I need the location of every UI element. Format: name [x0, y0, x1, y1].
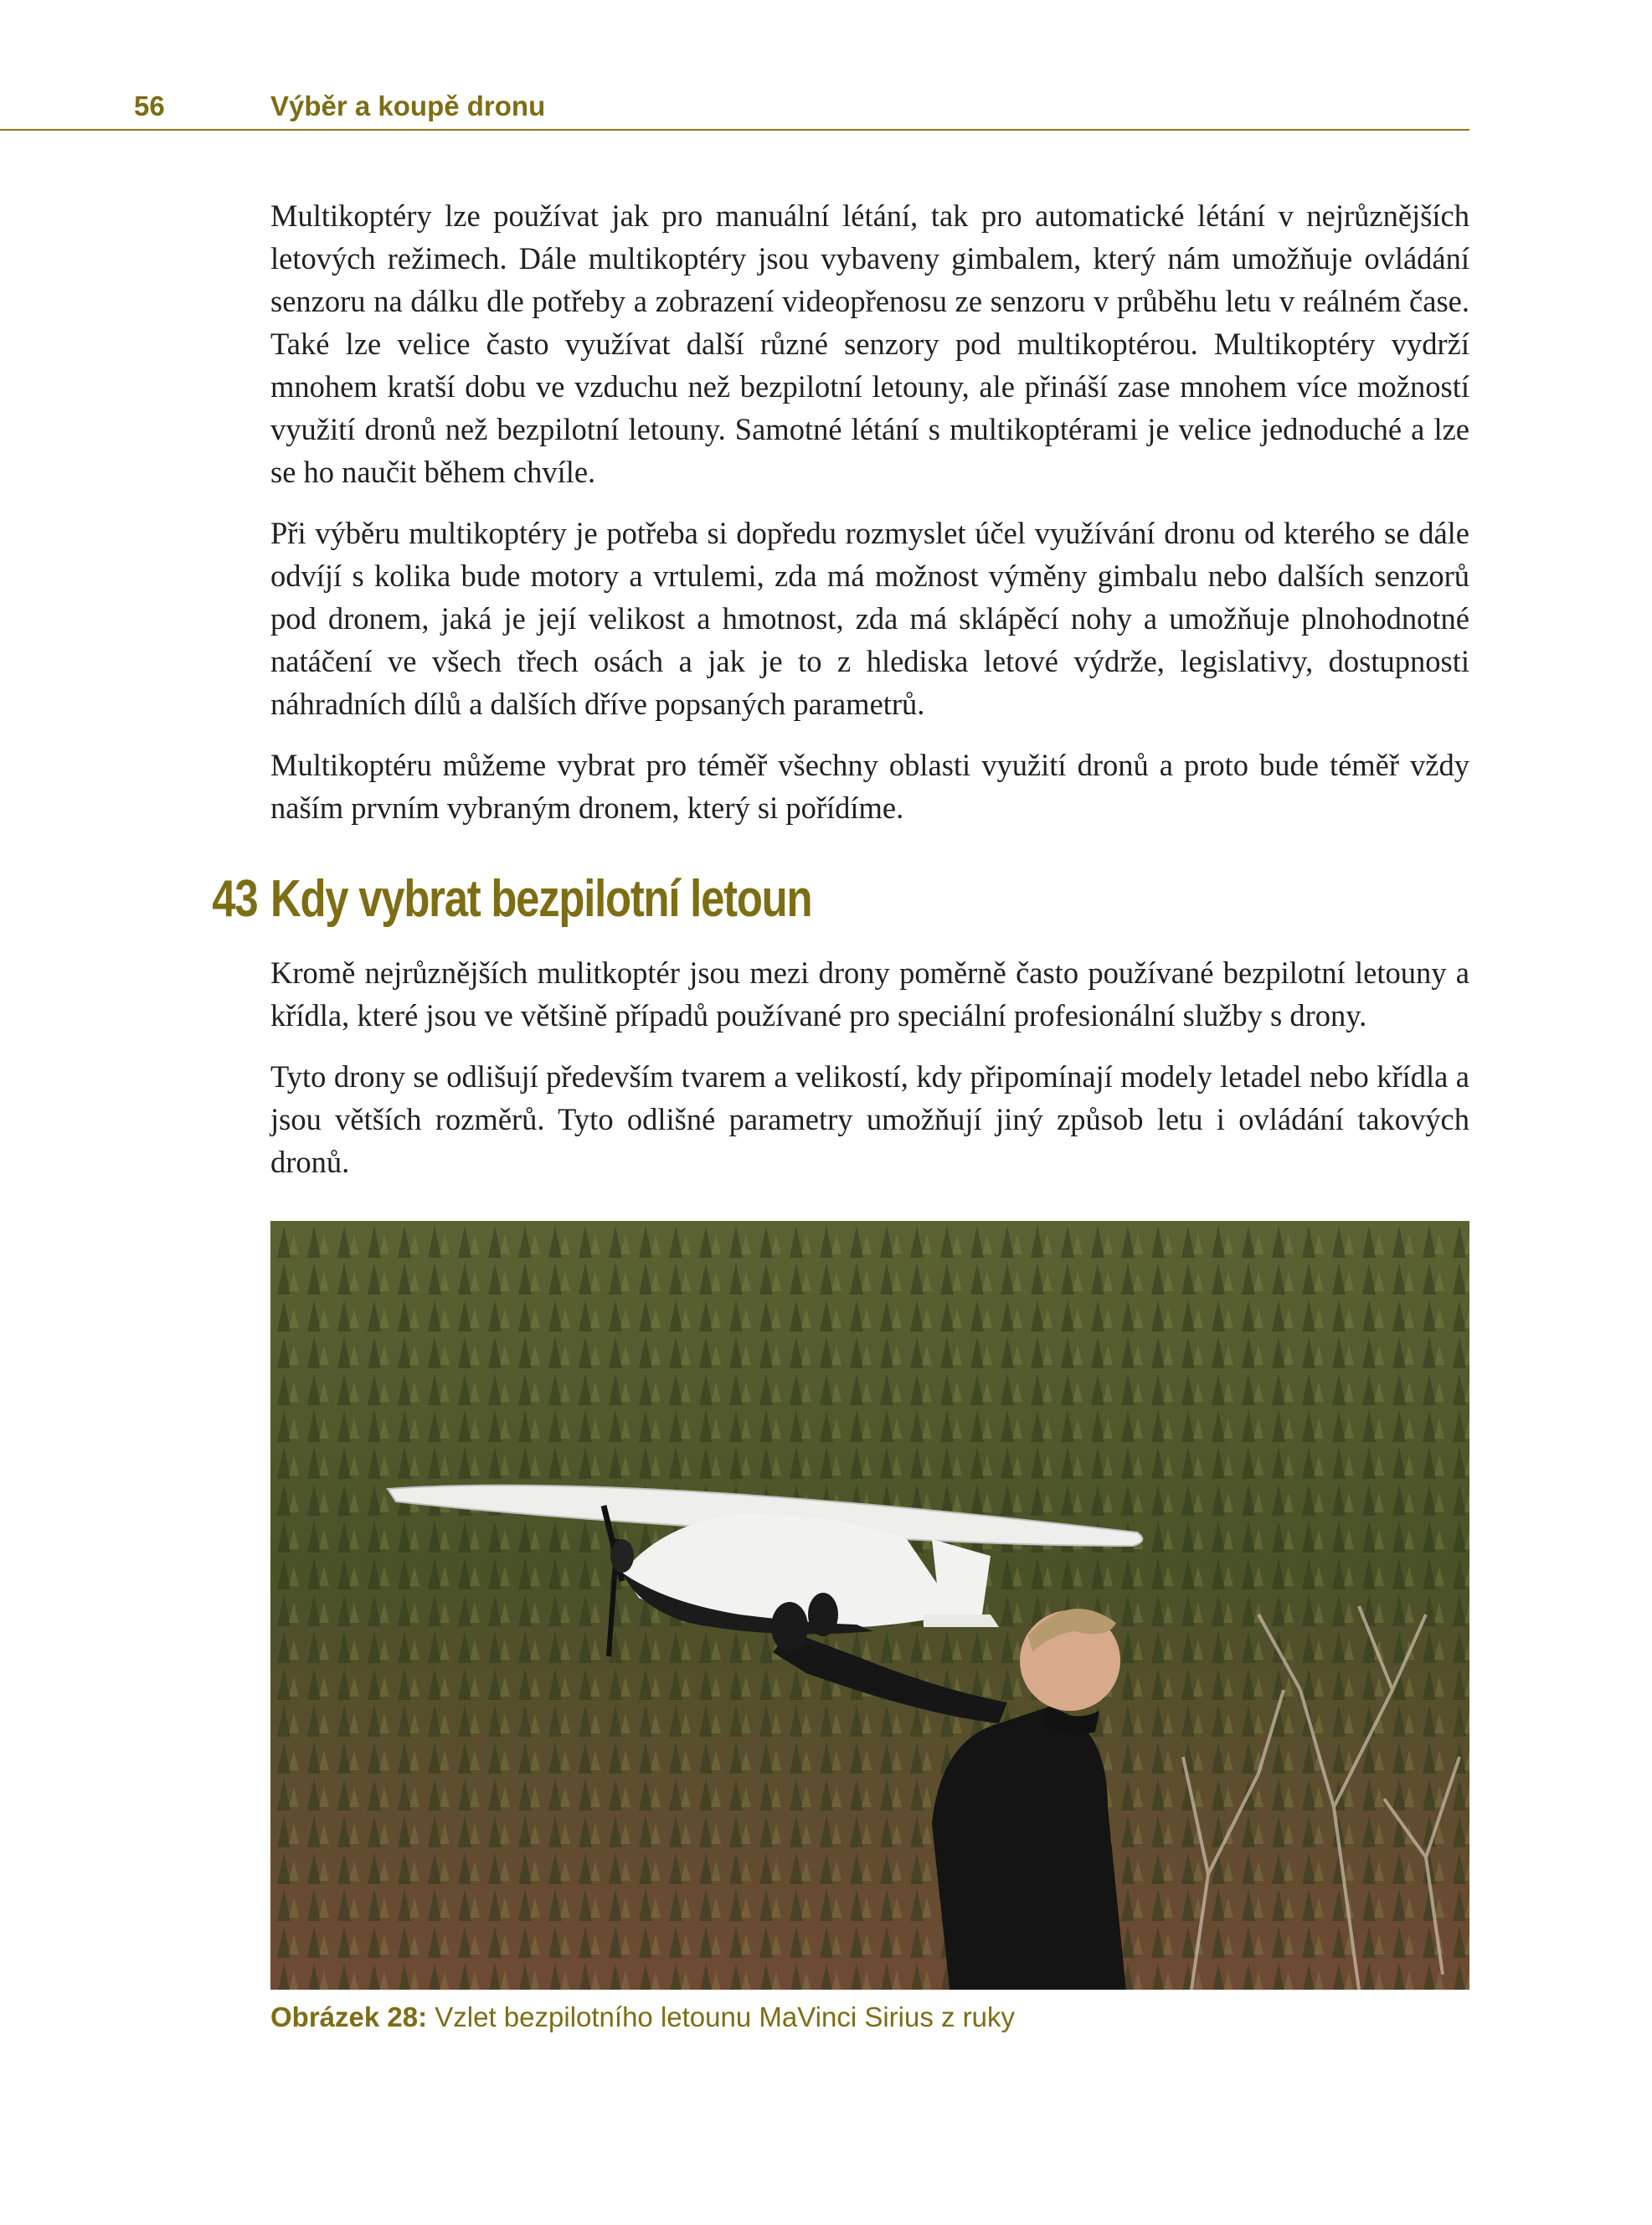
- figure-photo: [270, 1221, 1469, 1990]
- drone-launch-illustration: [270, 1221, 1469, 1990]
- chapter-title: Výběr a koupě dronu: [270, 90, 546, 121]
- paragraph: Při výběru multikoptéry je potřeba si dopředu rozmyslet účel využívání dronu od kterého se dále odvíjí s kolika bude motory a vrtulemi, zda má možnost výměny gimbalu nebo dalších senzorů pod dronem, jaká je její velikost a hmotnost, zda má sklápěcí nohy a umožňuje plnohodnotné natáčení ve všech třech osách a jak je to z hlediska letové výdrže, legislativy, dostupnosti náhradních dílů a dalších dříve popsaných parametrů.: [270, 516, 1469, 721]
- body-text: [212, 194, 1469, 1202]
- section-number: 43: [212, 870, 258, 928]
- page-number: 56: [134, 90, 165, 121]
- section-title: Kdy vybrat bezpilotní letoun: [270, 870, 812, 928]
- paragraph: Kromě nejrůznějších mulitkoptér jsou mezi drony poměrně často používané bezpilotní letouny a křídla, které jsou ve většině případů používané pro speciální profesionální služby s drony.: [270, 955, 1469, 1033]
- caption-label: Obrázek 28:: [270, 2001, 428, 2032]
- paragraph: Tyto drony se odlišují především tvarem a velikostí, kdy připomínají modely letadel nebo křídla a jsou větších rozměrů. Tyto odlišné parametry umožňují jiný způsob letu i ovládání takových dronů.: [270, 1059, 1469, 1179]
- section-heading: [212, 868, 1253, 931]
- paragraph: Multikoptéru můžeme vybrat pro téměř všechny oblasti využití dronů a proto bude téměř vždy naším prvním vybraným dronem, který si pořídíme.: [270, 748, 1469, 825]
- running-header: [0, 84, 1469, 131]
- paragraph: Multikoptéry lze používat jak pro manuální létání, tak pro automatické létání v nejrůznějších letových režimech. Dále multikoptéry jsou vybaveny gimbalem, který nám umožňuje ovládání senzoru na dálku dle potřeby a zobrazení videopřenosu ze senzoru v průběhu letu v reálném čase. Také lze velice často využívat další různé senzory pod multikoptérou. Multikoptéry vydrží mnohem kratší dobu ve vzduchu než bezpilotní letouny, ale přináší zase mnohem více možností využití dronů než bezpilotní letouny. Samotné létání s multikoptérami je velice jednoduché a lze se ho naučit během chvíle.: [270, 198, 1469, 489]
- figure-caption: [270, 2001, 1015, 2033]
- caption-text: Vzlet bezpilotního letounu MaVinci Sirius z ruky: [435, 2001, 1016, 2032]
